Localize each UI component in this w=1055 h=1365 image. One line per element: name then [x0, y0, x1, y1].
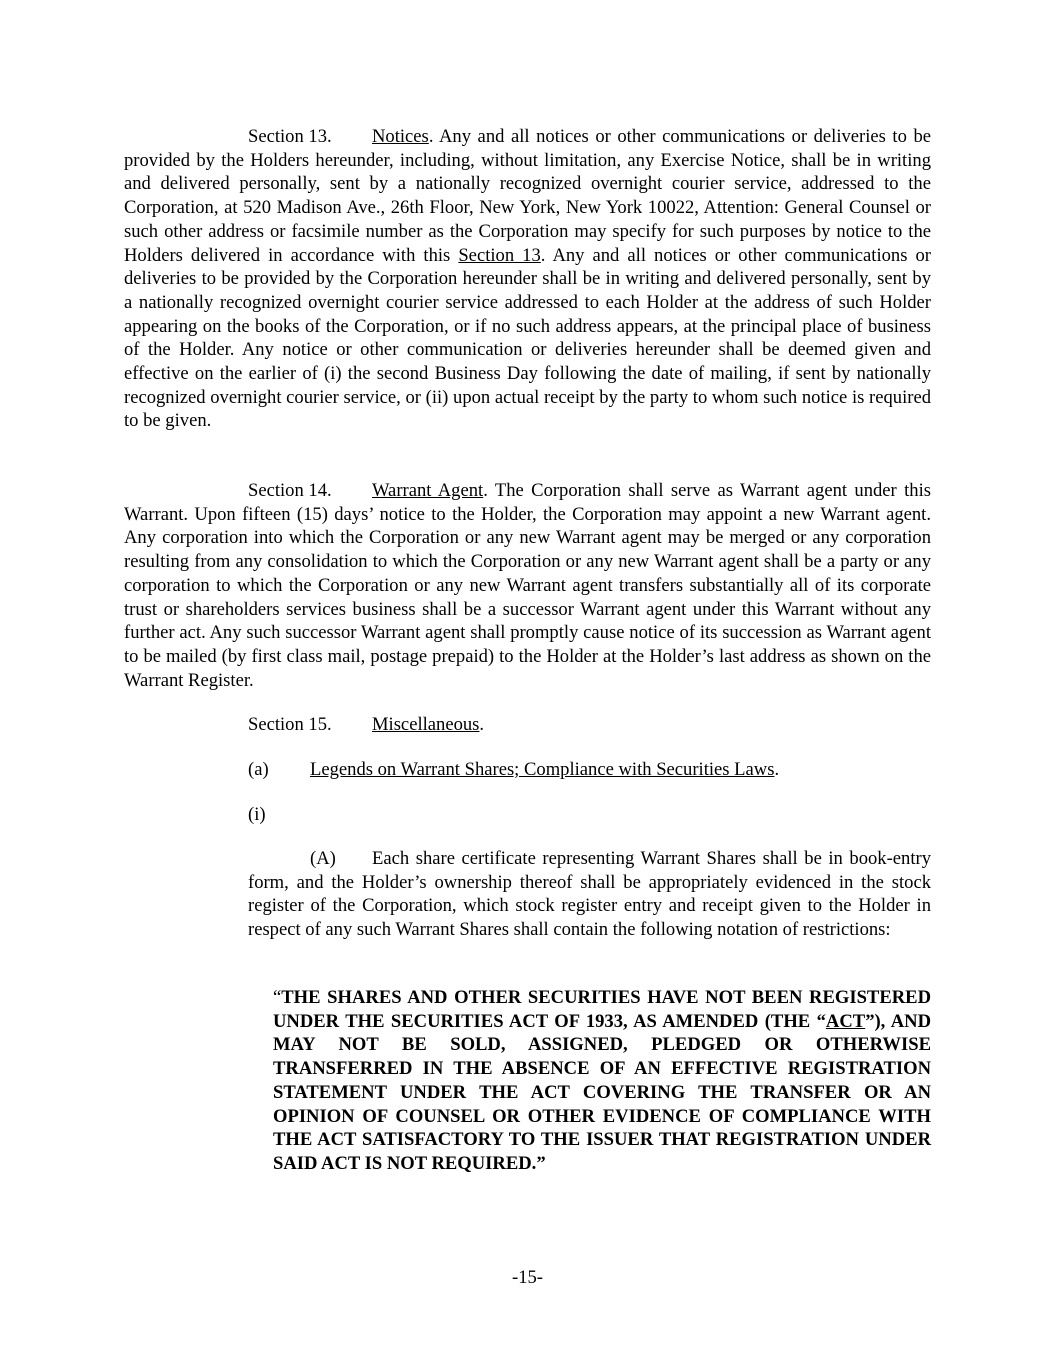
section-13-paragraph: [124, 125, 931, 433]
section-15-label: Section 15.: [248, 714, 332, 735]
subsection-A-paragraph: [248, 847, 931, 942]
subsection-a-title: Legends on Warrant Shares; Compliance with Securities Laws: [310, 759, 775, 780]
section-13-title: Notices: [372, 126, 429, 147]
restrictive-legend: [273, 986, 931, 1176]
section-13-label: Section 13.: [248, 126, 332, 147]
section-15-title: Miscellaneous: [372, 714, 480, 735]
section-15-heading: Section 15. Miscellaneous.: [248, 714, 485, 735]
subsection-i-label: (i): [248, 804, 266, 825]
legend-open-quote: “: [273, 987, 282, 1008]
legend-defined-term: ACT: [825, 1010, 866, 1032]
section-14-paragraph: [124, 479, 931, 692]
section-13-text-2: . Any and all notices or other communications or deliveries to be provided by the Corporation hereunder shall be in writing and delivered personally, sent by a nationally recognized overnight courier service addressed to each Holder at the address of such Holder appearing on the books of the Corporation, or if no such address appears, at the principal place of business of the Holder. Any notice or other communication or deliveries hereunder shall be deemed given and effective on the earlier of (i) the second Business Day following the date of mailing, if sent by nationally recognized overnight courier service, or (ii) upon actual receipt by the party to whom such notice is required to be given.: [124, 244, 932, 432]
subsection-A-label: (A): [310, 848, 336, 869]
section-13-text-1: . Any and all notices or other communications or deliveries to be provided by the Holders hereunder, including, without limitation, any Exercise Notice, shall be in writing and delivered personally, sent by a nationally recognized overnight courier service, addressed to the Corporation, at 520 Madison Ave., 26th Floor, New York, New York 10022, Attention: General Counsel or such other address or facsimile number as the Corporation may specify for such purposes by notice to the Holders delivered in accordance with this: [124, 126, 931, 266]
legend-text-1: THE SHARES AND OTHER SECURITIES HAVE NOT BEEN REGISTERED UNDER THE SECURITIES ACT OF 1933, AS AMENDED (THE “: [273, 987, 931, 1032]
page-number: -15-: [512, 1267, 543, 1288]
legend-text-2: ”), AND MAY NOT BE SOLD, ASSIGNED, PLEDGED OR OTHERWISE TRANSFERRED IN THE ABSENCE OF AN EFFECTIVE REGISTRATION STATEMENT UNDER THE ACT COVERING THE TRANSFER OR AN OPINION OF COUNSEL OR OTHER EVIDENCE OF COMPLIANCE WITH THE ACT SATISFACTORY TO THE ISSUER THAT REGISTRATION UNDER SAID ACT IS NOT REQUIRED.”: [273, 1010, 932, 1174]
subsection-a-label: (a): [248, 759, 269, 780]
subsection-a-heading: (a) Legends on Warrant Shares; Compliance with Securities Laws.: [248, 759, 780, 780]
section-14-text: . The Corporation shall serve as Warrant agent under this Warrant. Upon fifteen (15) days’ notice to the Holder, the Corporation may appoint a new Warrant agent. Any corporation into which the Corporation or any new Warrant agent may be merged or any corporation resulting from any consolidation to which the Corporation or any new Warrant agent shall be a party or any corporation to which the Corporation or any new Warrant agent transfers substantially all of its corporate trust or shareholders services business shall be a successor Warrant agent under this Warrant without any further act. Any such successor Warrant agent shall promptly cause notice of its succession as Warrant agent to be mailed (by first class mail, postage prepaid) to the Holder at the Holder’s last address as shown on the Warrant Register.: [124, 480, 931, 691]
section-14-label: Section 14.: [248, 480, 332, 501]
section-14-title: Warrant Agent: [372, 480, 484, 501]
subsection-A-text: Each share certificate representing Warrant Shares shall be in book-entry form, and the Holder’s ownership thereof shall be appropriately evidenced in the stock register of the Corporation, which stock register entry and receipt given to the Holder in respect of any such Warrant Shares shall contain the following notation of restrictions:: [248, 848, 931, 941]
section-13-reference: Section 13: [458, 244, 541, 266]
